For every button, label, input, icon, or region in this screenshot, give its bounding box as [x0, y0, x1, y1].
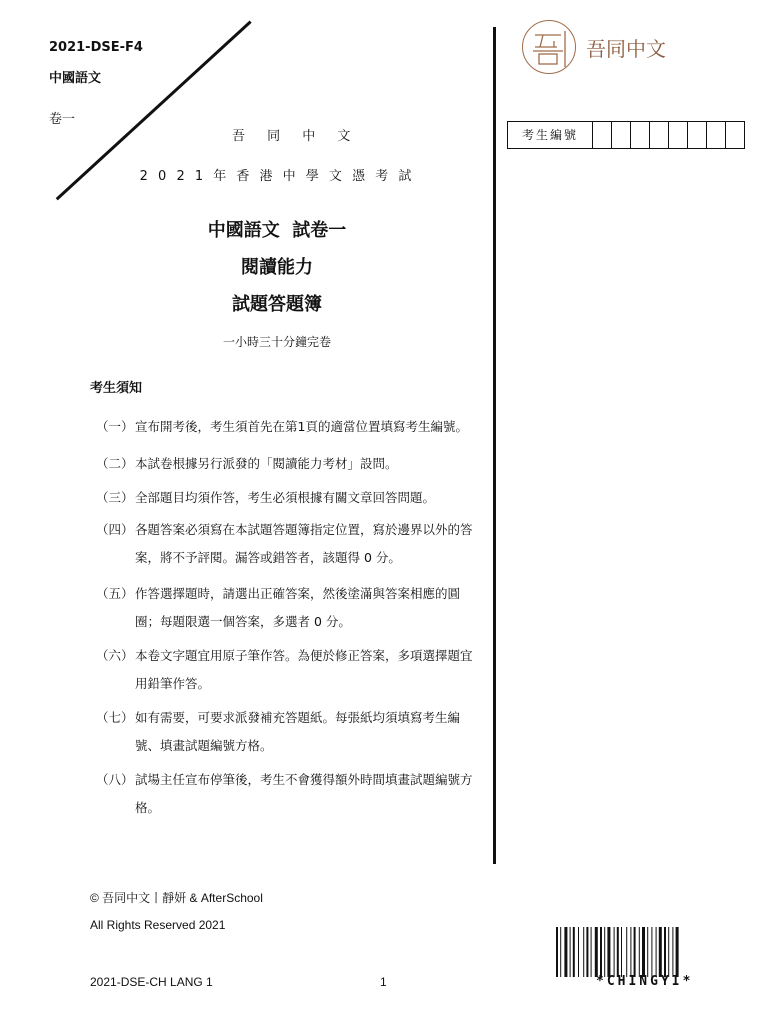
barcode-bar [595, 927, 598, 977]
barcode-bar [651, 927, 652, 977]
exam-name: 2 0 2 1 年 香 港 中 學 文 憑 考 試 [139, 169, 415, 184]
instructions-heading: 考生須知 [90, 381, 143, 396]
barcode-bar [578, 927, 579, 977]
barcode-bar [617, 927, 619, 977]
booklet-title: 試題答題簿 [232, 294, 322, 315]
logo-text: 吾同中文 [586, 37, 666, 61]
candidate-number-cell[interactable] [669, 122, 688, 148]
instruction-text: 宣布開考後，考生須首先在第1頁的適當位置填寫考生編號。 [135, 419, 468, 434]
instruction-number: （三） [96, 490, 134, 505]
barcode-bar [676, 927, 679, 977]
instruction-number: （一） [96, 419, 134, 434]
barcode-bar [586, 927, 588, 977]
barcode-bar [556, 927, 558, 977]
barcode-bar [656, 927, 657, 977]
instruction-text: 本試卷根據另行派發的「閱讀能力考材」設問。 [135, 456, 398, 471]
barcode-bar [600, 927, 602, 977]
barcode-bar [659, 927, 662, 977]
instruction-text: 全部題目均須作答，考生必須根據有關文章回答問題。 [135, 490, 436, 505]
barcode-bar [639, 927, 640, 977]
candidate-number-cell[interactable] [707, 122, 726, 148]
rights-text: All Rights Reserved 2021 [90, 918, 226, 932]
instruction-number: （二） [96, 456, 134, 471]
logo-seal-icon [522, 20, 576, 74]
copyright-text: © 吾同中文丨靜妍 & AfterSchool [90, 891, 263, 905]
paper-subtitle: 閱讀能力 [241, 257, 313, 278]
candidate-number-cell[interactable] [688, 122, 707, 148]
barcode-bar [604, 927, 605, 977]
paper-label: 卷一 [49, 112, 76, 127]
barcode-bar [621, 927, 622, 977]
candidate-number-cell[interactable] [650, 122, 669, 148]
page-number: 1 [380, 975, 387, 989]
candidate-number-cell[interactable] [631, 122, 650, 148]
barcode-bar [634, 927, 636, 977]
barcode-bar [642, 927, 645, 977]
barcode-bar [630, 927, 631, 977]
exam-code: 2021-DSE-F4 [49, 40, 143, 55]
candidate-number-cell[interactable] [612, 122, 631, 148]
candidate-number-box[interactable] [507, 121, 745, 149]
barcode-bar [570, 927, 571, 977]
paper-code: 2021-DSE-CH LANG 1 [90, 975, 213, 989]
candidate-number-cell[interactable] [726, 122, 744, 148]
barcode-bar [626, 927, 627, 977]
instruction-text: 各題答案必須寫在本試題答題簿指定位置，寫於邊界以外的答案，將不予評閱。漏答或錯答者，該題得 0 分。 [135, 522, 473, 565]
barcode-bar [668, 927, 669, 977]
barcode-bar [664, 927, 666, 977]
barcode-bar [672, 927, 673, 977]
barcode-icon [556, 927, 734, 977]
subject-label: 中國語文 [49, 71, 102, 86]
barcode-bar [591, 927, 592, 977]
barcode-bar [583, 927, 584, 977]
paper-title: 中國語文 試卷一 [207, 220, 347, 241]
instruction-number: （五） [96, 586, 134, 601]
barcode-bar [564, 927, 567, 977]
instruction-text: 如有需要，可要求派發補充答題紙。每張紙均須填寫考生編號、填畫試題編號方格。 [135, 710, 461, 753]
candidate-number-label: 考生編號 [508, 122, 593, 148]
instruction-text: 試場主任宣布停筆後，考生不會獲得額外時間填畫試題編號方格。 [135, 772, 473, 815]
candidate-number-cell[interactable] [593, 122, 612, 148]
instruction-number: （六） [96, 648, 134, 663]
barcode-text: *CHINGYI* [596, 974, 694, 989]
publisher-name: 吾 同 中 文 [232, 129, 360, 144]
instruction-text: 作答選擇題時，請選出正確答案，然後塗滿與答案相應的圓圈；每題限選一個答案，多選者 0 分。 [135, 586, 461, 629]
barcode-bar [614, 927, 615, 977]
barcode-bar [647, 927, 648, 977]
duration: 一小時三十分鐘完卷 [222, 335, 331, 349]
instruction-number: （四） [96, 522, 134, 537]
instruction-text: 本卷文字題宜用原子筆作答。為便於修正答案，多項選擇題宜用鉛筆作答。 [135, 648, 473, 691]
instruction-number: （八） [96, 772, 134, 787]
divider-line [493, 27, 496, 864]
barcode-bar [560, 927, 561, 977]
barcode-bar [573, 927, 575, 977]
barcode-bar [607, 927, 610, 977]
instruction-number: （七） [96, 710, 134, 725]
